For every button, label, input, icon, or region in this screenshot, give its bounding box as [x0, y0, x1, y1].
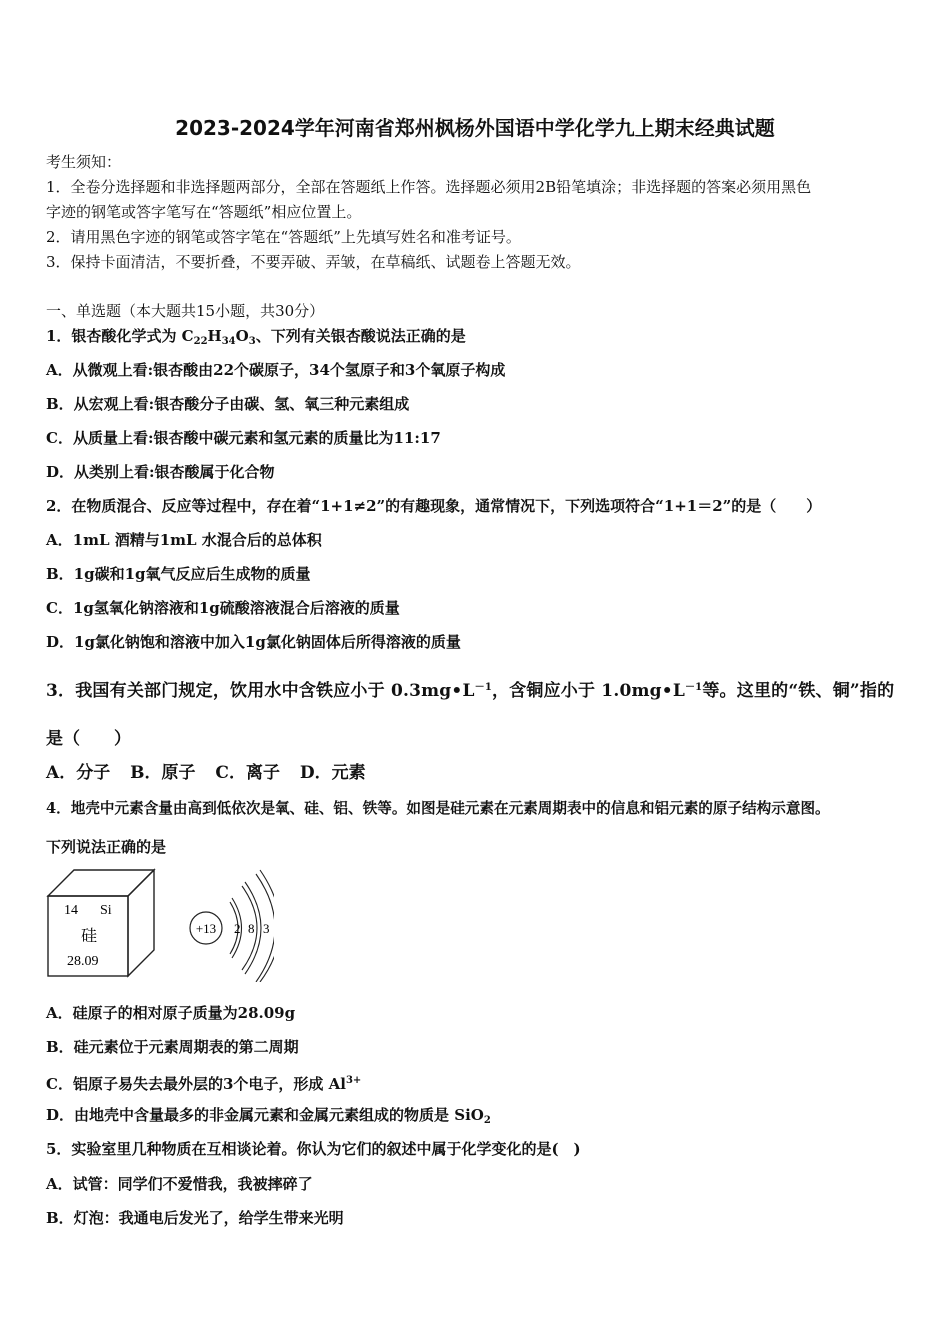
- q4-option-c: [46, 1071, 361, 1094]
- q3-option-b: B．原子: [130, 763, 196, 783]
- q2-option-a: A．1mL 酒精与1mL 水混合后的总体积: [46, 531, 322, 549]
- element-card: [48, 870, 154, 976]
- q1-stem-post: 、下列有关银杏酸说法正确的是: [255, 327, 466, 345]
- q1-mid-1: H: [207, 327, 222, 345]
- q4-figure: [44, 866, 274, 982]
- element-symbol: Si: [100, 903, 112, 918]
- q1-sub-2: 34: [221, 336, 236, 347]
- q5-option-b: B．灯泡：我通电后发光了，给学生带来光明: [46, 1209, 344, 1227]
- notice-item-2: 2．请用黑色字迹的钢笔或答字笔在“答题纸”上先填写姓名和准考证号。: [46, 228, 521, 246]
- q1-option-c: C．从质量上看:银杏酸中碳元素和氢元素的质量比为11:17: [46, 429, 441, 447]
- q1-option-d: D．从类别上看:银杏酸属于化合物: [46, 463, 275, 481]
- notice-heading: 考生须知：: [46, 153, 122, 171]
- q3-stem-a: 3．我国有关部门规定，饮用水中含铁应小于 0.3mg•L: [46, 681, 475, 701]
- atom-shell-count-2: 8: [248, 921, 255, 936]
- element-name: 硅: [81, 926, 98, 945]
- q2-option-b: B．1g碳和1g氧气反应后生成物的质量: [46, 565, 311, 583]
- q3-sup-a: －1: [474, 682, 492, 693]
- q1-option-a: A．从微观上看:银杏酸由22个碳原子，34个氢原子和3个氧原子构成: [46, 361, 506, 379]
- q1-option-b: B．从宏观上看:银杏酸分子由碳、氢、氧三种元素组成: [46, 395, 410, 413]
- q4-option-d: [46, 1105, 491, 1131]
- q1-sub-1: 22: [193, 336, 208, 347]
- q4-option-c-text: C．铝原子易失去最外层的3个电子，形成 Al: [46, 1075, 346, 1093]
- q3-option-c: C．离子: [215, 763, 280, 783]
- q4-option-a: A．硅原子的相对原子质量为28.09g: [46, 1004, 296, 1022]
- q4-option-b: B．硅元素位于元素周期表的第二周期: [46, 1038, 299, 1056]
- element-mass: 28.09: [67, 954, 99, 969]
- q1-stem-pre: 1．银杏酸化学式为 C: [46, 327, 194, 345]
- notice-item-1-cont: 字迹的钢笔或答字笔写在“答题纸”相应位置上。: [46, 203, 362, 221]
- exam-title: 2023-2024学年河南省郑州枫杨外国语中学化学九上期末经典试题: [175, 116, 775, 140]
- q3-stem-c: 等。这里的“铁、铜”指的: [702, 681, 895, 701]
- notice-item-3: 3．保持卡面清洁，不要折叠，不要弄破、弄皱，在草稿纸、试题卷上答题无效。: [46, 253, 581, 271]
- atom-nucleus-charge: +13: [195, 921, 217, 936]
- question-3-stem: [46, 678, 894, 701]
- q5-option-a: A．试管：同学们不爱惜我，我被摔碎了: [46, 1175, 313, 1193]
- question-4-stem: 4．地壳中元素含量由高到低依次是氧、硅、铝、铁等。如图是硅元素在元素周期表中的信息和铝元素的原子结构示意图。: [46, 800, 830, 817]
- question-1-stem: [46, 326, 466, 352]
- q3-option-d: D．元素: [299, 763, 366, 783]
- question-5-stem: 5．实验室里几种物质在互相谈论着。你认为它们的叙述中属于化学变化的是( ): [46, 1140, 581, 1158]
- question-3-stem-line2: 是（ ）: [46, 729, 131, 749]
- question-2-stem: 2．在物质混合、反应等过程中，存在着“1+1≠2”的有趣现象，通常情况下，下列选项符合“1+1＝2”的是（ ）: [46, 497, 822, 515]
- q3-option-a: A．分子: [46, 763, 111, 783]
- atom-shell-count-3: 3: [263, 921, 270, 936]
- q2-option-d: D．1g氯化钠饱和溶液中加入1g氯化钠固体后所得溶液的质量: [46, 633, 461, 651]
- section-heading: 一、单选题（本大题共15小题，共30分）: [46, 302, 325, 320]
- question-4-stem-line2: 下列说法正确的是: [46, 838, 167, 856]
- q3-stem-b: ，含铜应小于 1.0mg•L: [491, 681, 685, 701]
- atom-shell-count-1: 2: [234, 921, 241, 936]
- q1-sub-3: 3: [248, 336, 256, 347]
- q4-option-c-sup: 3+: [345, 1075, 362, 1086]
- q2-option-c: C．1g氢氧化钠溶液和1g硫酸溶液混合后溶液的质量: [46, 599, 400, 617]
- q4-option-d-sub: 2: [483, 1115, 491, 1126]
- element-number: 14: [64, 903, 78, 918]
- q4-figure-svg: [44, 866, 274, 982]
- q3-options: [46, 763, 366, 783]
- notice-item-1: 1．全卷分选择题和非选择题两部分，全部在答题纸上作答。选择题必须用2B铅笔填涂；非选择题的答案必须用黑色: [46, 178, 812, 196]
- q3-sup-b: －1: [684, 682, 703, 693]
- q4-option-d-text: D．由地壳中含量最多的非金属元素和金属元素组成的物质是 SiO: [46, 1106, 484, 1124]
- q1-mid-2: O: [235, 327, 249, 345]
